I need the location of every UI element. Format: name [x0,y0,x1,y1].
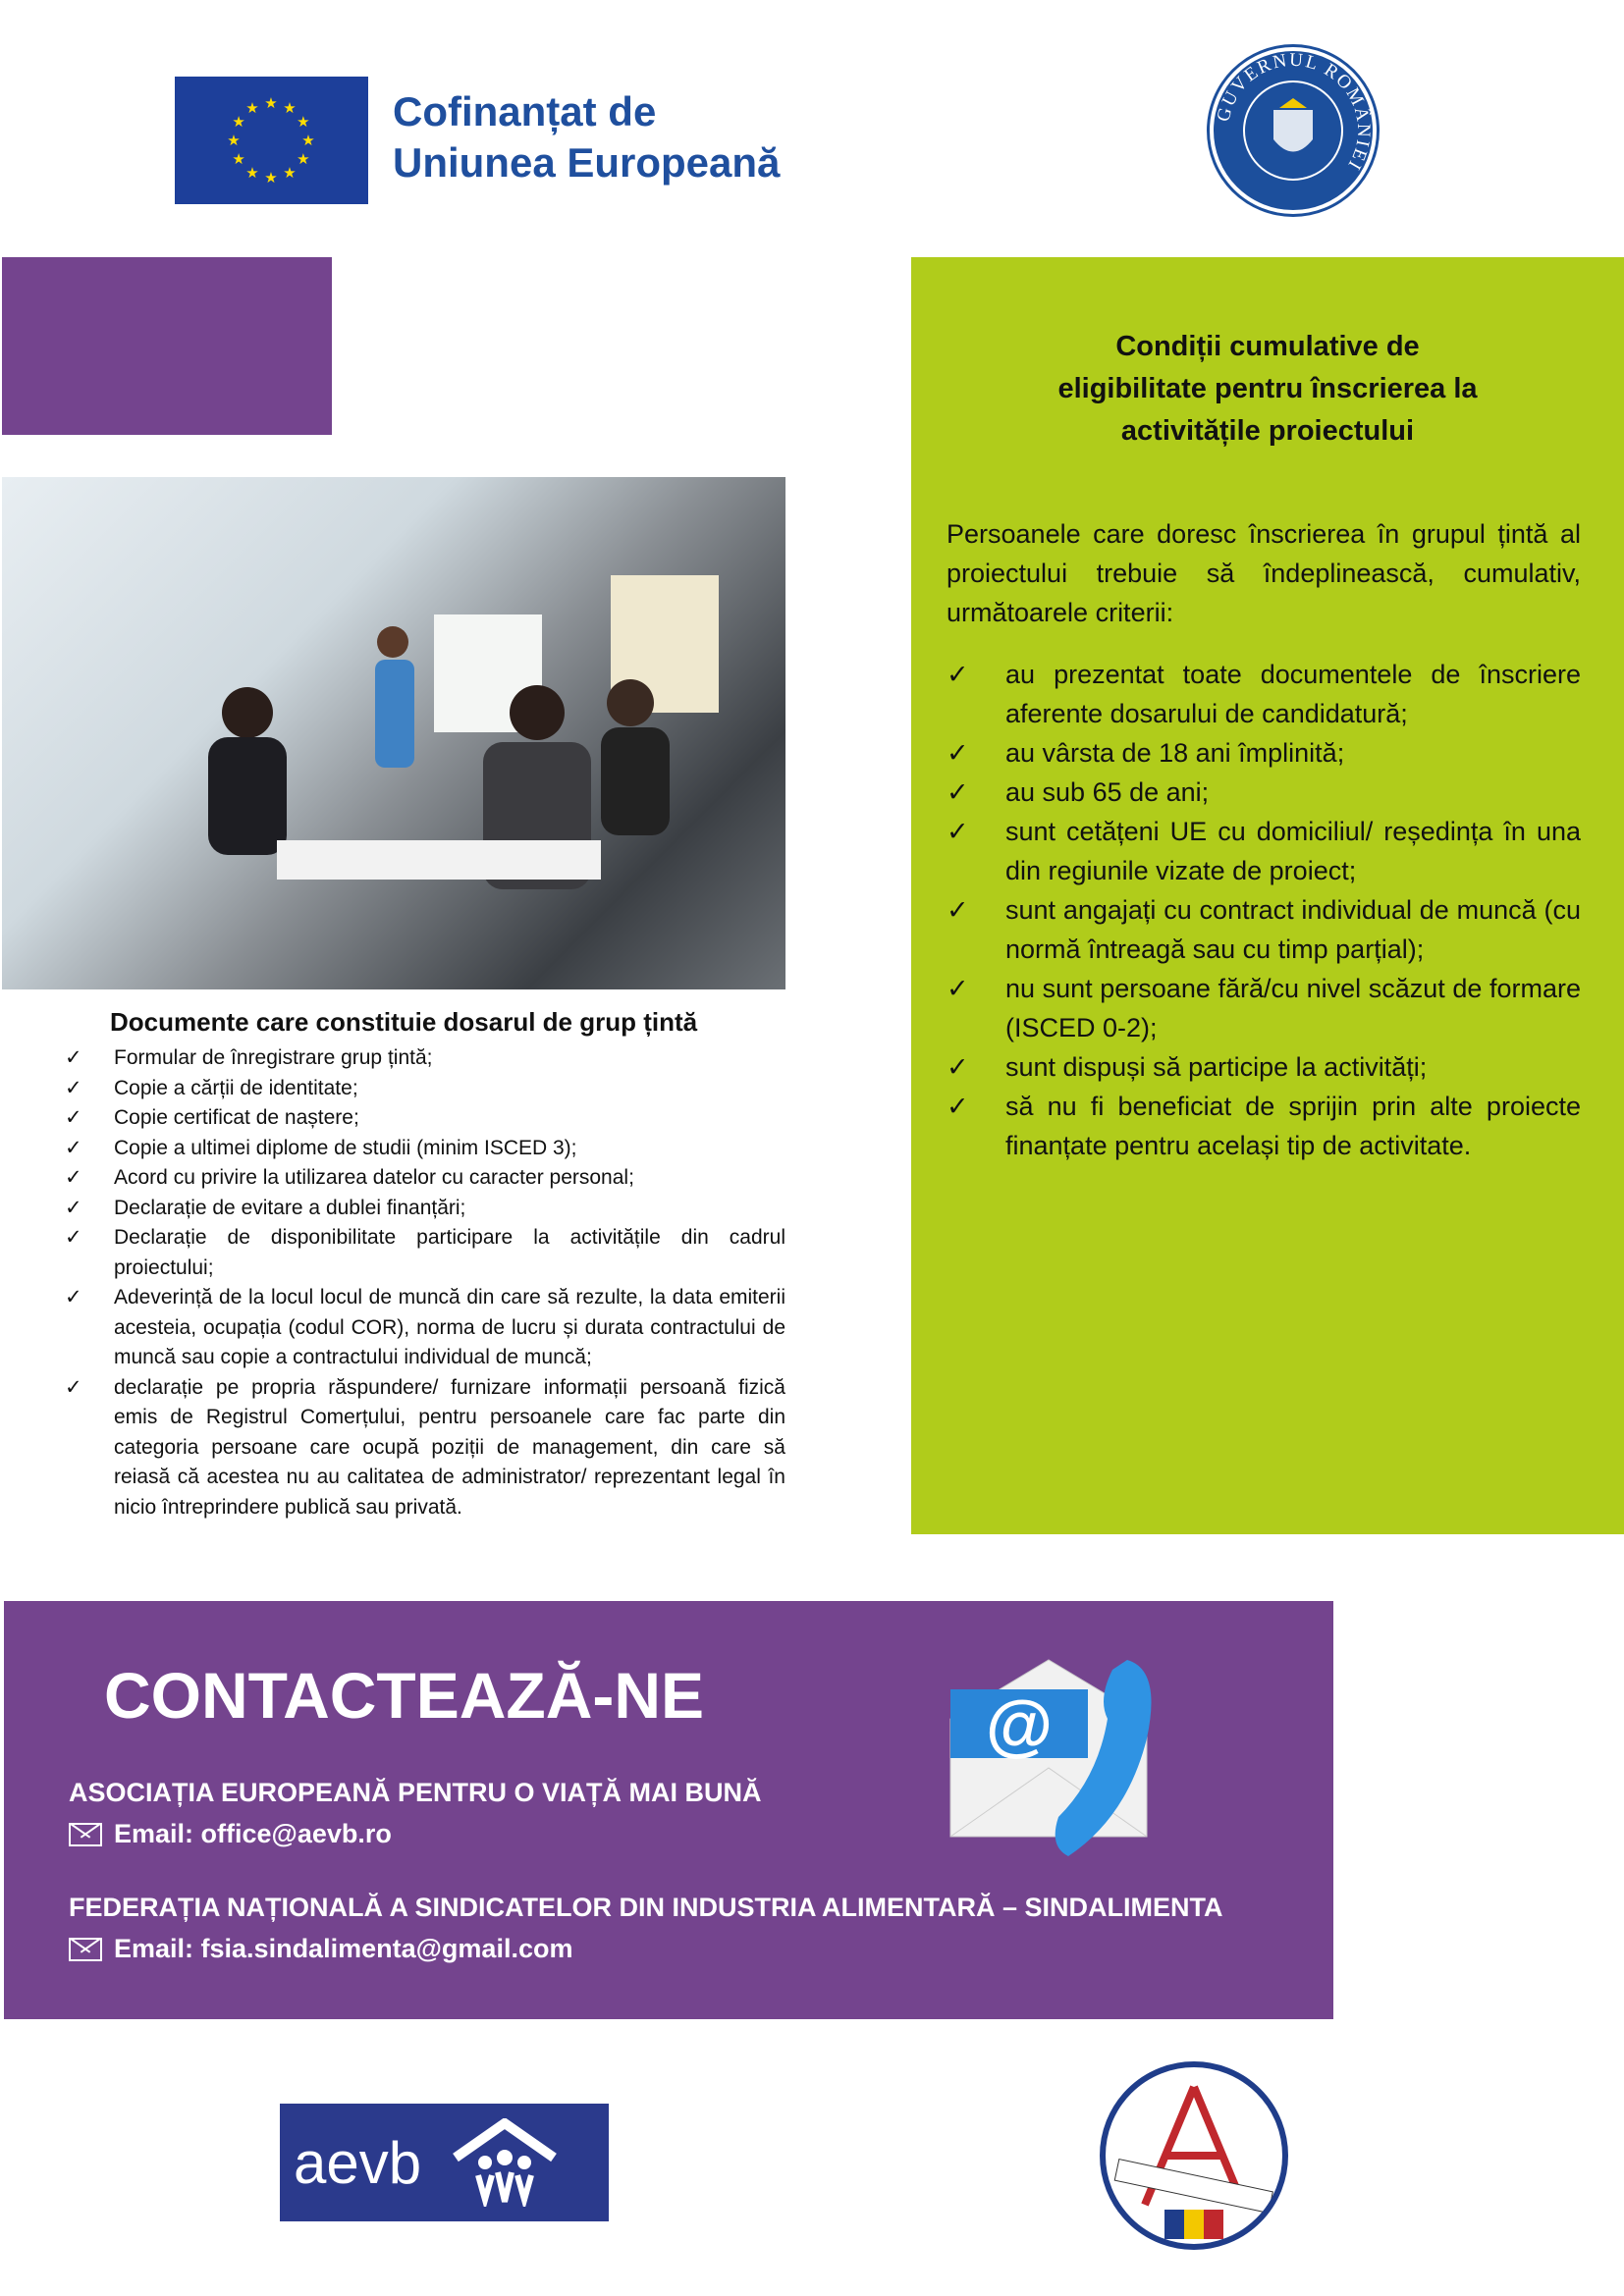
list-item [59,1043,785,1074]
list-item-text: Declarație de evitare a dublei finanțări; [114,1196,466,1219]
eu-star-icon: ★ [264,95,278,112]
org-sindalimenta-name: FEDERAȚIA NAȚIONALĂ A SINDICATELOR DIN INDUSTRIA ALIMENTARĂ – SINDALIMENTA [69,1893,1223,1922]
list-item [59,1074,785,1104]
list-item-text: Adeverință de la locul locul de muncă din care să rezulte, la data emiterii acesteia, ocupația (codul COR), norma de lucru și durata contractului de muncă sau copie a contractului individual de muncă; [114,1286,785,1368]
email-phone-icon [931,1650,1166,1866]
list-item [59,1283,785,1373]
sindalimenta-logo [1100,2061,1288,2250]
list-item-text: Acord cu privire la utilizarea datelor cu caracter personal; [114,1166,634,1189]
eu-star-icon: ★ [227,133,241,149]
checkmark-icon: ✓ [947,817,969,846]
list-item [947,655,1581,733]
eu-flag-logo [175,77,368,204]
list-item-text: să nu fi beneficiat de sprijin prin alte proiecte finanțate pentru același tip de activitate. [1005,1092,1581,1160]
eu-star-icon: ★ [232,114,245,131]
checkmark-icon: ✓ [947,895,969,925]
eu-star-icon: ★ [245,100,259,118]
list-item [947,773,1581,812]
checkmark-icon: ✓ [947,974,969,1003]
list-item [59,1103,785,1134]
eu-text-line2: Uniunea Europeană [393,139,781,186]
checkmark-icon: ✓ [65,1226,82,1249]
list-item [59,1163,785,1194]
checkmark-icon: ✓ [65,1196,82,1219]
list-item [947,812,1581,890]
checkmark-icon: ✓ [947,1092,969,1121]
decorative-purple-block [2,257,332,435]
eu-star-icon: ★ [297,114,310,131]
email-aevb-text[interactable]: Email: office@aevb.ro [114,1819,392,1848]
list-item-text: sunt angajați cu contract individual de muncă (cu normă întreagă sau cu timp parțial); [1005,895,1581,964]
eligibility-intro: Persoanele care doresc înscrierea în grupul țintă al proiectului trebuie să îndeplinească, cumulativ, următoarele criterii: [947,519,1581,627]
checkmark-icon: ✓ [65,1106,82,1129]
contact-heading: CONTACTEAZĂ-NE [104,1659,705,1732]
list-item [947,1087,1581,1165]
eu-star-icon: ★ [264,170,278,187]
list-item [947,890,1581,969]
eu-star-icon: ★ [283,100,297,118]
eligibility-heading: Condiții cumulative de eligibilitate pentru înscrierea la activitățile proiectului [1057,331,1478,447]
list-item [947,969,1581,1047]
org-aevb-name: ASOCIAȚIA EUROPEANĂ PENTRU O VIAȚĂ MAI BUNĂ [69,1778,762,1807]
eu-text-line1: Cofinanțat de [393,88,657,134]
list-item-text: Copie a ultimei diplome de studii (minim ISCED 3); [114,1136,577,1159]
meeting-photo [2,477,785,989]
list-item [59,1373,785,1523]
aevb-logo-text: aevb [294,2129,422,2196]
people-house-icon [451,2118,559,2207]
aevb-logo [280,2104,609,2221]
eligibility-panel [911,257,1624,1534]
list-item-text: nu sunt persoane fără/cu nivel scăzut de formare (ISCED 0-2); [1005,974,1581,1042]
checkmark-icon: ✓ [947,738,969,768]
list-item-text: sunt cetățeni UE cu domiciliul/ reședința în una din regiunile vizate de proiect; [1005,817,1581,885]
eu-stars-icon [175,77,368,204]
checkmark-icon: ✓ [947,660,969,689]
checkmark-icon: ✓ [65,1166,82,1189]
checkmark-icon: ✓ [947,1052,969,1082]
checkmark-icon: ✓ [947,777,969,807]
list-item-text: Copie certificat de naștere; [114,1106,359,1129]
checkmark-icon: ✓ [65,1046,82,1069]
contact-section [4,1601,1333,2019]
documents-heading: Documente care constituie dosarul de grup țintă [110,1007,698,1037]
eu-star-icon: ★ [297,151,310,168]
list-item-text: sunt dispuși să participe la activități; [1005,1052,1428,1082]
list-item-text: au prezentat toate documentele de înscriere aferente dosarului de candidatură; [1005,660,1581,728]
eu-star-icon: ★ [301,133,315,149]
svg-text:@: @ [985,1686,1054,1763]
documents-list [59,1043,785,1522]
checkmark-icon: ✓ [65,1375,82,1399]
eligibility-list [947,655,1581,1165]
list-item [947,1047,1581,1087]
email-sindalimenta-text[interactable]: Email: fsia.sindalimenta@gmail.com [114,1934,573,1963]
checkmark-icon: ✓ [65,1076,82,1099]
eu-cofinancing-text [393,86,780,188]
list-item-text: Declarație de disponibilitate participare la activitățile din cadrul proiectului; [114,1226,785,1279]
list-item-text: declarație pe propria răspundere/ furnizare informații persoană fizică emis de Registrul Comerțului, pentru persoanele care fac parte din categoria persoane care ocupă poziții de management, din care să reiasă că acestea nu au calitatea de administrator/ reprezentant legal în nicio întreprindere publică sau privată. [114,1375,785,1519]
email-aevb[interactable] [69,1819,392,1849]
list-item-text: Copie a cărții de identitate; [114,1076,358,1099]
eu-star-icon: ★ [232,151,245,168]
list-item [59,1134,785,1164]
list-item [947,733,1581,773]
list-item [59,1194,785,1224]
gov-seal-text: GUVERNUL ROMÂNIEI [1214,51,1373,175]
list-item [59,1223,785,1283]
list-item-text: au vârsta de 18 ani împlinită; [1005,738,1345,768]
checkmark-icon: ✓ [65,1136,82,1159]
email-sindalimenta[interactable] [69,1934,572,1964]
eu-star-icon: ★ [283,164,297,182]
envelope-icon [69,1823,102,1846]
list-item-text: au sub 65 de ani; [1005,777,1210,807]
list-item-text: Formular de înregistrare grup țintă; [114,1046,433,1069]
envelope-icon [69,1938,102,1961]
romanian-government-seal [1210,47,1377,214]
eu-star-icon: ★ [245,164,259,182]
checkmark-icon: ✓ [65,1286,82,1308]
